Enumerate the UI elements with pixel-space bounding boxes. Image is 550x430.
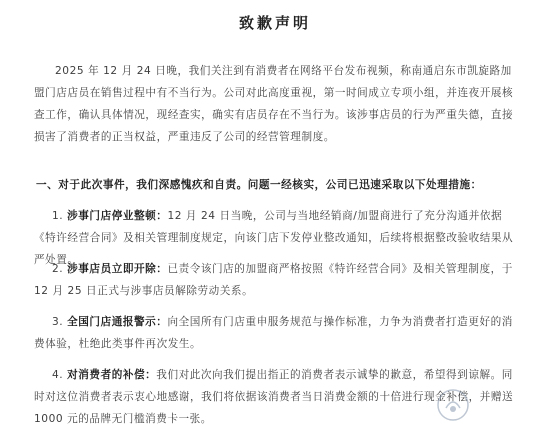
item-label: 全国门店通报警示： bbox=[67, 316, 168, 328]
measure-item-2 bbox=[34, 258, 516, 302]
measure-item-3 bbox=[34, 311, 516, 355]
measures-heading: 一、对于此次事件，我们深感愧疚和自责。问题一经核实，公司已迅速采取以下处理措施： bbox=[36, 179, 482, 191]
item-text: 12 月 24 日当晚，公司与当地经销商/加盟商进行了充分沟通并依据《特许经营合同》及相关管理制度规定，向该门店下发停业整改通知，后续将根据整改验收结果从严处置。 bbox=[34, 210, 514, 266]
intro-paragraph: 2025 年 12 月 24 日晚，我们关注到有消费者在网络平台发布视频，称南通启东市凯旋路加盟门店店员在销售过程中有不当行为。公司对此高度重视，第一时间成立专项小组，并连夜开展核查工作，确认具体情况，现经查实，确实有店员存在不当行为。该涉事店员的行为严重失德，直接损害了消费者的正当权益，严重违反了公司的经营管理制度。 bbox=[34, 65, 514, 143]
item-text: 已责令该门店的加盟商严格按照《特许经营合同》及相关管理制度，于 12 月 25 日正式与涉事店员解除劳动关系。 bbox=[34, 263, 513, 297]
item-text: 向全国所有门店重申服务规范与操作标准，力争为消费者打造更好的消费体验，杜绝此类事件再次发生。 bbox=[34, 316, 513, 350]
item-label: 涉事店员立即开除： bbox=[67, 263, 168, 275]
item-label: 涉事门店停业整顿： bbox=[67, 210, 168, 222]
item-number: 1. bbox=[52, 210, 64, 222]
item-number: 3. bbox=[52, 316, 64, 328]
watermark-logo-icon bbox=[436, 388, 470, 422]
item-text: 我们对此次向我们提出指正的消费者表示诚挚的歉意，希望得到谅解。同时对这位消费者表示衷心地感谢，我们将依据该消费者当日消费金额的十倍进行现金补偿，并赠送 1000 元的品牌无门槛消费卡一张。 bbox=[34, 369, 514, 425]
document-title: 致歉声明 bbox=[238, 14, 311, 32]
item-label: 对消费者的补偿： bbox=[67, 369, 157, 381]
item-number: 2. bbox=[52, 263, 64, 275]
item-number: 4. bbox=[52, 369, 64, 381]
